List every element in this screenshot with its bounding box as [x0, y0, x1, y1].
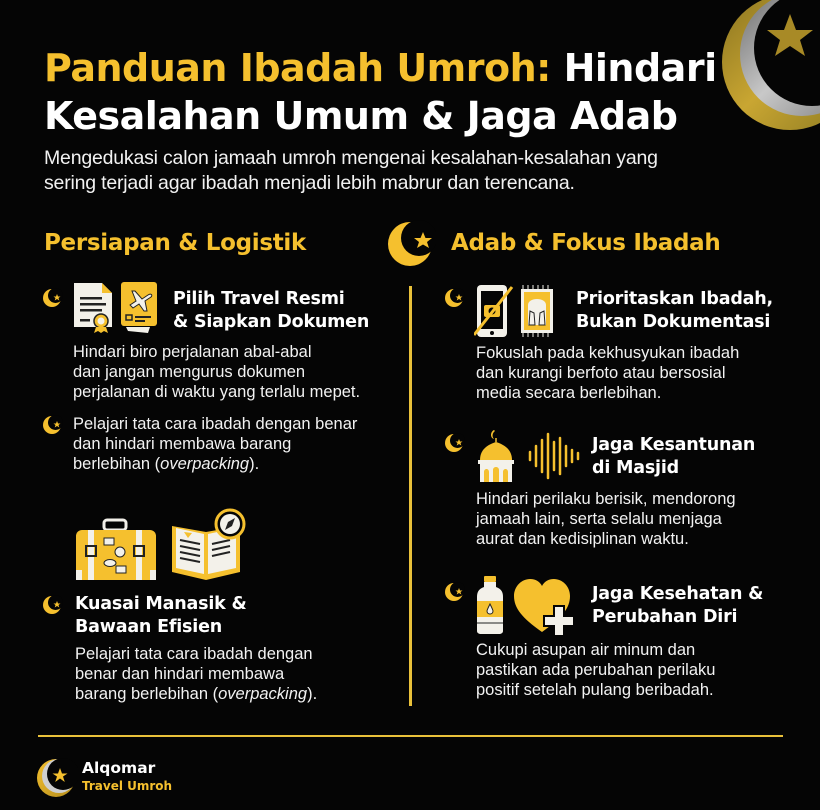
body-line: Pelajari tata cara ibadah dengan	[75, 645, 313, 663]
footer-divider	[38, 735, 783, 737]
bullet-crescent-icon	[41, 594, 63, 616]
title-line: Prioritaskan Ibadah,	[576, 289, 773, 309]
body-line	[75, 684, 317, 704]
title-rest: Hindari	[550, 46, 717, 90]
bullet-crescent-icon	[443, 432, 465, 454]
body-line: Pelajari tata cara ibadah dengan benar	[73, 415, 358, 433]
body-line: dan hindari membawa barang	[73, 435, 292, 453]
title-line: di Masjid	[592, 458, 679, 478]
body-line: positif setelah pulang beribadah.	[476, 681, 714, 699]
bullet-crescent-icon	[443, 581, 465, 603]
text: ).	[307, 685, 318, 703]
body-line: Cukupi asupan air minum dan	[476, 641, 696, 659]
text: ).	[249, 455, 260, 473]
body-line: perjalanan di waktu yang terlalu mepet.	[73, 383, 361, 401]
page-title	[44, 44, 764, 140]
prayer-rug-icon	[520, 285, 554, 337]
emphasis: overpacking	[218, 685, 308, 703]
column-divider	[409, 286, 412, 706]
brand-logo-icon	[36, 757, 78, 799]
body-line: dan jangan mengurus dokumen	[73, 363, 306, 381]
right-item-3-title	[592, 583, 763, 629]
right-section-heading: Adab & Fokus Ibadah	[451, 230, 721, 256]
title-line: & Siapkan Dokumen	[173, 312, 370, 332]
right-item-3-body	[476, 640, 715, 700]
bullet-crescent-icon	[443, 287, 465, 309]
title-line: Jaga Kesantunan	[592, 435, 756, 455]
emphasis: overpacking	[160, 455, 250, 473]
title-line: Perubahan Diri	[592, 607, 738, 627]
left-item-3-title	[75, 593, 247, 639]
left-item-1-title	[173, 288, 369, 334]
left-item-1-body	[73, 342, 360, 402]
body-line: Hindari biro perjalanan abal-abal	[73, 343, 312, 361]
left-item-3-body	[75, 644, 317, 704]
left-section-heading: Persiapan & Logistik	[44, 230, 306, 256]
title-line: Jaga Kesehatan &	[592, 584, 764, 604]
bullet-crescent-icon	[41, 414, 63, 436]
brand-name: Alqomar	[82, 759, 156, 777]
section-crescent-icon	[386, 218, 436, 270]
right-item-2-title	[592, 434, 755, 480]
body-line: dan kurangi berfoto atau bersosial	[476, 364, 726, 382]
subtitle-line: Mengedukasi calon jamaah umroh mengenai kesalahan-kesalahan yang	[44, 147, 658, 169]
body-line: aurat dan kedisiplinan waktu.	[476, 530, 689, 548]
certificate-document-icon	[72, 281, 116, 333]
no-phone-camera-icon	[474, 283, 514, 339]
open-book-compass-icon	[170, 508, 250, 580]
title-line: Kuasai Manasik &	[75, 594, 247, 614]
sound-wave-icon	[527, 432, 583, 480]
body-line: Hindari perilaku berisik, mendorong	[476, 490, 736, 508]
plane-ticket-icon	[120, 281, 160, 333]
body-line: jamaah lain, serta selalu menjaga	[476, 510, 722, 528]
right-item-1-body	[476, 343, 739, 403]
subtitle-line: sering terjadi agar ibadah menjadi lebih mabrur dan terencana.	[44, 172, 575, 194]
body-line: Fokuslah pada kekhusyukan ibadah	[476, 344, 740, 362]
body-line	[73, 454, 357, 474]
text: barang berlebihan (	[75, 685, 219, 703]
left-item-2-body	[73, 414, 357, 474]
text: berlebihan (	[73, 455, 161, 473]
body-line: media secara berlebihan.	[476, 384, 662, 402]
title-line: Bawaan Efisien	[75, 617, 222, 637]
page-subtitle	[44, 146, 784, 196]
title-line: Bukan Dokumentasi	[576, 312, 771, 332]
body-line: benar dan hindari membawa	[75, 665, 285, 683]
title-highlight: Panduan Ibadah Umroh:	[44, 46, 551, 90]
right-item-2-body	[476, 489, 736, 549]
heart-plus-icon	[512, 576, 582, 638]
body-line: pastikan ada perubahan perilaku	[476, 661, 716, 679]
title-line: Pilih Travel Resmi	[173, 289, 345, 309]
right-item-1-title	[576, 288, 773, 334]
water-bottle-icon	[476, 575, 504, 635]
bullet-crescent-icon	[41, 287, 63, 309]
suitcase-icon	[74, 518, 158, 582]
title-line2: Kesalahan Umum & Jaga Adab	[44, 94, 678, 138]
mosque-icon	[476, 428, 516, 484]
brand-tagline: Travel Umroh	[82, 779, 173, 793]
